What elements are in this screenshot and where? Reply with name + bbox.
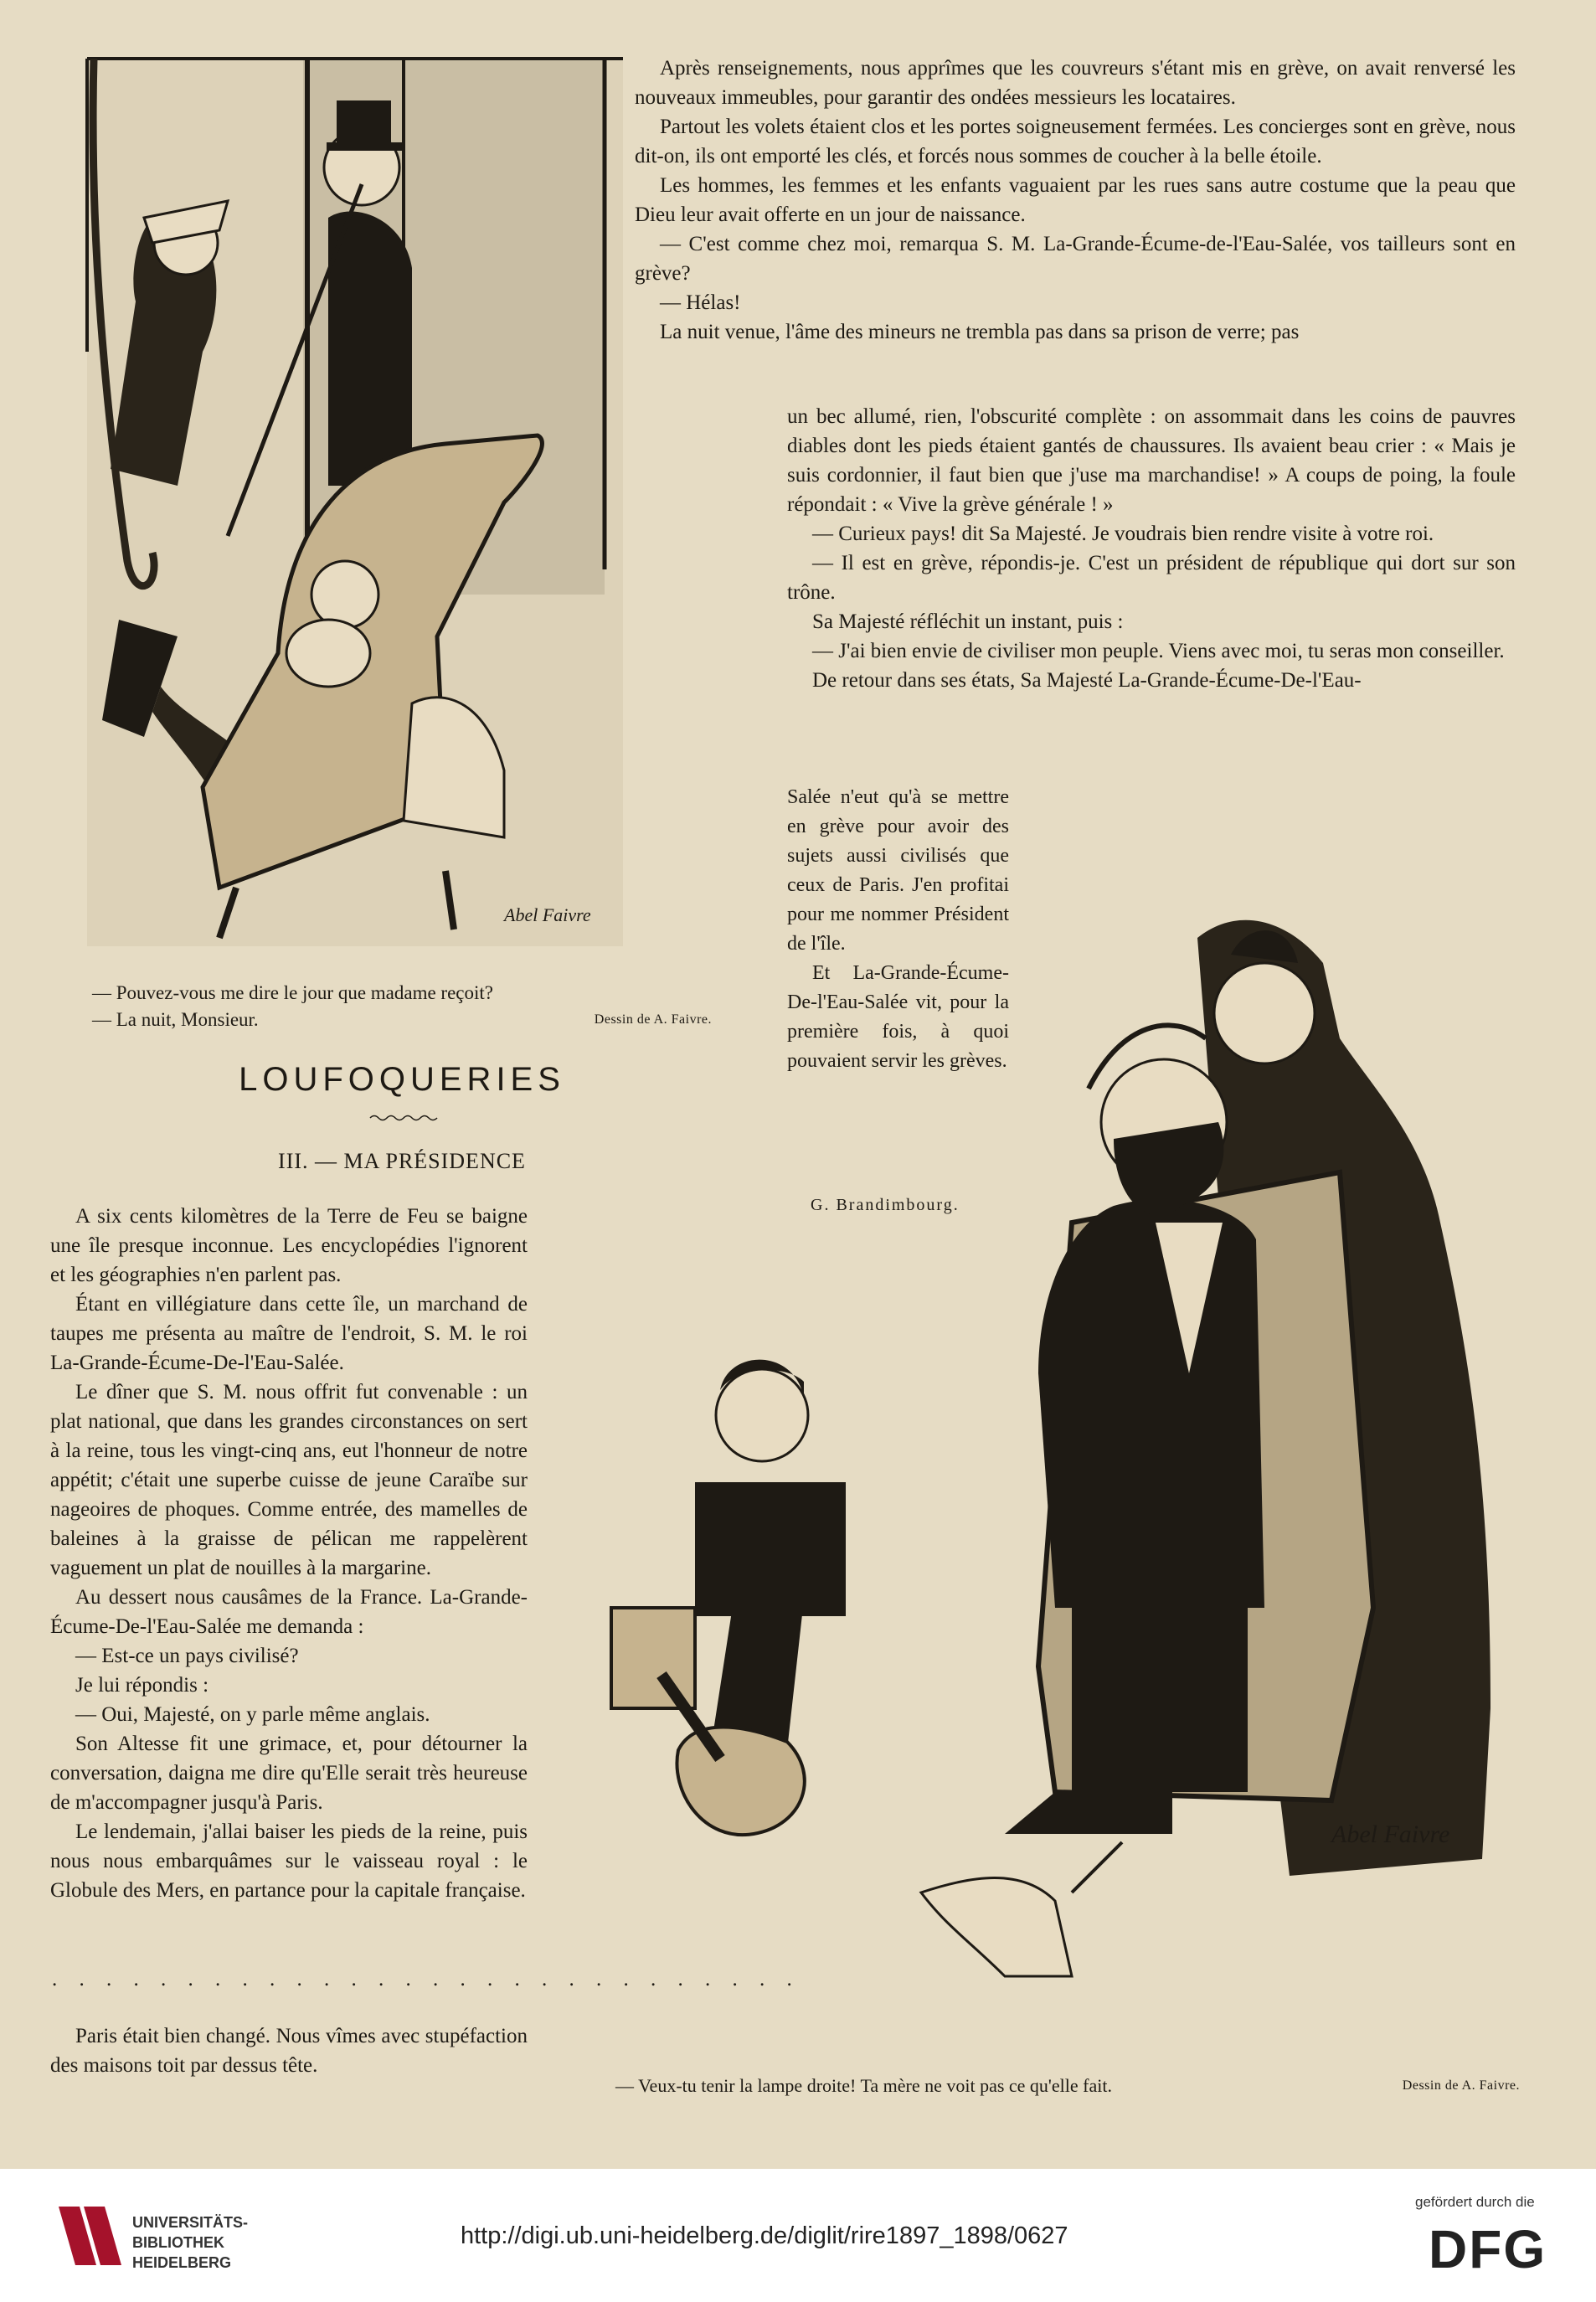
paragraph: Le lendemain, j'allai baiser les pieds de la reine, puis nous nous embarquâmes sur le vaisseau royal : le Globule des Mers, en partance pour la capitale française. — [50, 1820, 528, 1902]
library-footer — [0, 2169, 1596, 2302]
paragraph: Après renseignements, nous apprîmes que les couvreurs s'étant mis en grève, on avait renversé les nouveaux immeubles, pour garantir des ondées messieurs les locataires. — [635, 57, 1516, 109]
library-name-line: UNIVERSITÄTS- — [132, 2214, 249, 2231]
source-url-link[interactable]: http://digi.ub.uni-heidelberg.de/diglit/rire1897_1898/0627 — [461, 2222, 1068, 2249]
paragraph: Et La-Grande-Écume-De-l'Eau-Salée vit, pour la première fois, à quoi pouvaient servir les grèves. — [787, 962, 1009, 1072]
dfg-logo-text: DFG — [1429, 2219, 1547, 2279]
article-top-right — [635, 54, 1516, 347]
paragraph: — Est-ce un pays civilisé? — [75, 1645, 299, 1667]
paragraph: Son Altesse fit une grimace, et, pour détourner la conversation, daigna me dire qu'Elle serait très heureuse de m'accompagner jusqu'à Paris. — [50, 1733, 528, 1814]
article-left-col — [50, 1202, 528, 1905]
paragraph: Au dessert nous causâmes de la France. La-Grande-Écume-De-l'Eau-Salée me demanda : — [50, 1586, 528, 1638]
university-library-logo — [50, 2202, 126, 2269]
bottom-illustration — [536, 871, 1524, 2077]
section-title: LOUFOQUERIES — [239, 1061, 565, 1098]
paragraph: Salée n'eut qu'à se mettre en grève pour avoir des sujets aussi civilisés que ceux de Paris. J'en profitai pour me nommer Président de l'île. — [787, 786, 1009, 955]
paragraph: Les hommes, les femmes et les enfants vaguaient par les rues sans autre costume que la peau que Dieu leur avait offerte en un jour de naissance. — [635, 174, 1516, 226]
top-caption-credit: Dessin de A. Faivre. — [594, 1012, 712, 1027]
paragraph: La nuit venue, l'âme des mineurs ne trembla pas dans sa prison de verre; pas — [660, 321, 1300, 343]
library-name-line: HEIDELBERG — [132, 2254, 232, 2271]
title-ornament — [370, 1114, 437, 1122]
top-caption-line2: — La nuit, Monsieur. — [92, 1009, 259, 1030]
paragraph: Étant en villégiature dans cette île, un marchand de taupes me présenta au maître de l'endroit, S. M. le roi La-Grande-Écume-De-l'Eau-Salée. — [50, 1293, 528, 1374]
paragraph: — Curieux pays! dit Sa Majesté. Je voudrais bien rendre visite à votre roi. — [812, 523, 1434, 545]
paragraph-final: Paris était bien changé. Nous vîmes avec stupéfaction des maisons toit par dessus tête. — [50, 2025, 528, 2077]
paragraph: Je lui répondis : — [75, 1674, 209, 1697]
paragraph: Le dîner que S. M. nous offrit fut convenable : un plat national, que dans les grandes circonstances on sert à la reine, tous les vingt-cinq ans, eut l'honneur de notre appétit; c'était une superbe cuisse de jeune Caraïbe sur nageoires de phoques. Comme entrée, des mamelles de baleines à la graisse de pélican me rappelèrent vaguement un plat de nouilles à la margarine. — [50, 1381, 528, 1579]
library-name — [132, 2212, 248, 2273]
bottom-artist-signature: Abel Faivre — [1331, 1820, 1450, 1848]
top-caption-line1: — Pouvez-vous me dire le jour que madame reçoit? — [92, 982, 494, 1003]
article-mid-right — [787, 402, 1516, 695]
funding-label: gefördert durch die — [1415, 2194, 1535, 2210]
library-name-line: BIBLIOTHEK — [132, 2234, 224, 2251]
top-artist-signature: Abel Faivre — [504, 904, 591, 925]
paragraph: — Il est en grève, répondis-je. C'est un président de république qui dort sur son trône. — [787, 552, 1516, 604]
paragraph: — Hélas! — [660, 291, 741, 314]
paragraph: un bec allumé, rien, l'obscurité complète : on assommait dans les coins de pauvres diables dont les pieds étaient gantés de chaussures. Ils avaient beau crier : « Mais je suis cordonnier, il faut bien que j'use ma marchandise! » A coups de poing, la foule répondait : « Vive la grève générale ! » — [787, 405, 1516, 516]
bottom-caption-line: — Veux-tu tenir la lampe droite! Ta mère ne voit pas ce qu'elle fait. — [615, 2075, 1112, 2096]
paragraph: Partout les volets étaient clos et les portes soigneusement fermées. Les concierges sont en grève, nous dit-on, ils ont emporté les clés, et forcés nous sommes de coucher à la belle étoile. — [635, 116, 1516, 167]
author-signature: G. Brandimbourg. — [811, 1196, 960, 1214]
paragraph: — Oui, Majesté, on y parle même anglais. — [75, 1703, 430, 1726]
section-subtitle: III. — MA PRÉSIDENCE — [278, 1149, 526, 1173]
paragraph: — C'est comme chez moi, remarqua S. M. La-Grande-Écume-de-l'Eau-Salée, vos tailleurs sont en grève? — [635, 233, 1516, 285]
paragraph: — J'ai bien envie de civiliser mon peuple. Viens avec moi, tu seras mon conseiller. — [812, 640, 1505, 662]
dfg-logo — [1422, 2219, 1564, 2278]
bottom-caption-credit: Dessin de A. Faivre. — [1402, 2078, 1520, 2093]
paragraph: Sa Majesté réfléchit un instant, puis : — [812, 610, 1124, 633]
paragraph: De retour dans ses états, Sa Majesté La-Grande-Écume-De-l'Eau- — [812, 669, 1362, 692]
bottom-caption — [615, 2073, 1520, 2099]
section-break-dots: . . . . . . . . . . . . . . . . . . . . . . . . . . . . — [52, 1968, 801, 1990]
paragraph: A six cents kilomètres de la Terre de Feu se baigne une île presque inconnue. Les encyclopédies l'ignorent et les géographies n'en parlent pas. — [50, 1205, 528, 1286]
top-illustration — [52, 50, 630, 955]
